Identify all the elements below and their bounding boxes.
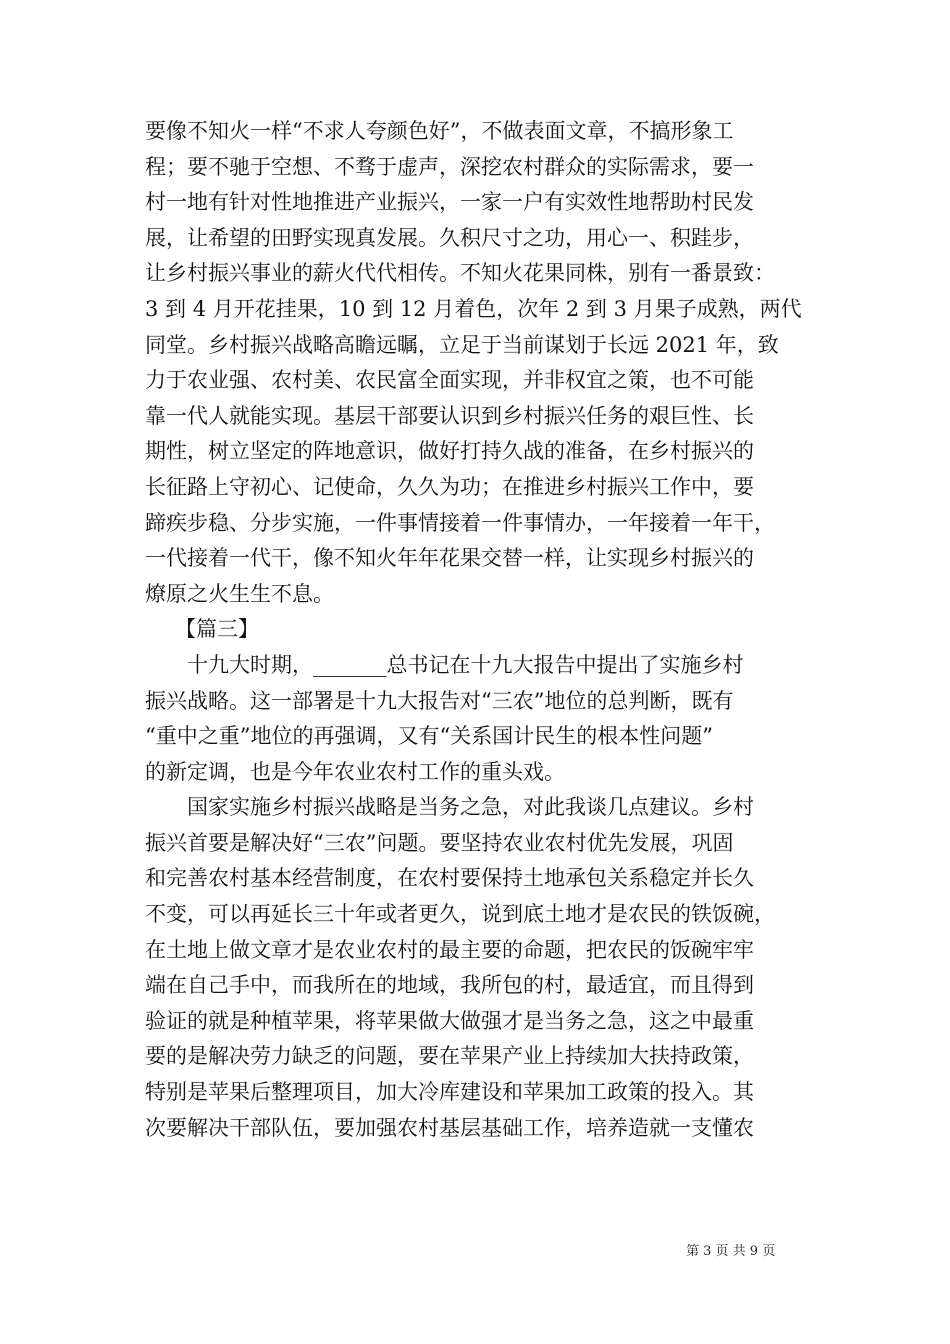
text-line: 的新定调，也是今年农业农村工作的重头戏。 bbox=[145, 759, 565, 784]
text-line: 力于农业强、农村美、农民富全面实现，并非权宜之策，也不可能 bbox=[145, 368, 754, 393]
text-line: 要的是解决劳力缺乏的问题，要在苹果产业上持续加大扶持政策， bbox=[145, 1044, 754, 1069]
text-line: 端在自己手中，而我所在的地域，我所包的村，最适宜，而且得到 bbox=[145, 973, 754, 998]
text-line: 和完善农村基本经营制度，在农村要保持土地承包关系稳定并长久 bbox=[145, 866, 754, 891]
text-line: 蹄疾步稳、分步实施，一件事情接着一件事情办，一年接着一年干， bbox=[145, 510, 775, 535]
text-line: 靠一代人就能实现。基层干部要认识到乡村振兴任务的艰巨性、长 bbox=[145, 403, 754, 428]
text-line: 村一地有针对性地推进产业振兴，一家一户有实效性地帮助村民发 bbox=[145, 190, 754, 215]
text-line: 不变，可以再延长三十年或者更久，说到底土地才是农民的铁饭碗， bbox=[145, 902, 775, 927]
text-line: 程；要不驰于空想、不骛于虚声，深挖农村群众的实际需求，要一 bbox=[145, 154, 754, 179]
page-number: 第 3 页 共 9 页 bbox=[686, 1244, 776, 1259]
text-line: 3 到 4 月开花挂果，10 到 12 月着色，次年 2 到 3 月果子成熟，两代 bbox=[145, 296, 802, 321]
text-line: 一代接着一代干，像不知火年年花果交替一样，让实现乡村振兴的 bbox=[145, 546, 754, 571]
text-line: 振兴首要是解决好“三农”问题。要坚持农业农村优先发展，巩固 bbox=[145, 830, 734, 855]
text-line: 振兴战略。这一部署是十九大报告对“三农”地位的总判断，既有 bbox=[145, 688, 734, 713]
text-line: “重中之重”地位的再强调，又有“关系国计民生的根本性问题” bbox=[145, 724, 713, 749]
text-line: 期性，树立坚定的阵地意识，做好打持久战的准备，在乡村振兴的 bbox=[145, 439, 754, 464]
section-heading: 【篇三】 bbox=[175, 617, 259, 642]
text-line: 长征路上守初心、记使命，久久为功；在推进乡村振兴工作中，要 bbox=[145, 474, 754, 499]
text-line: 验证的就是种植苹果，将苹果做大做强才是当务之急，这之中最重 bbox=[145, 1008, 754, 1033]
text-line: 同堂。乡村振兴战略高瞻远瞩，立足于当前谋划于长远 2021 年，致 bbox=[145, 332, 779, 357]
text-line: 在土地上做文章才是农业农村的最主要的命题，把农民的饭碗牢牢 bbox=[145, 937, 754, 962]
text-line: 燎原之火生生不息。 bbox=[145, 581, 334, 606]
text-line: 要像不知火一样“不求人夸颜色好”，不做表面文章，不搞形象工 bbox=[145, 119, 734, 143]
text-line: 次要解决干部队伍，要加强农村基层基础工作，培养造就一支懂农 bbox=[145, 1115, 754, 1140]
text-line: 国家实施乡村振兴战略是当务之急，对此我谈几点建议。乡村 bbox=[187, 795, 754, 820]
text-line: 展，让希望的田野实现真发展。久积尺寸之功，用心一、积跬步， bbox=[145, 225, 754, 250]
text-line: 特别是苹果后整理项目，加大冷库建设和苹果加工政策的投入。其 bbox=[145, 1080, 754, 1105]
text-line: 让乡村振兴事业的薪火代代相传。不知火花果同株，别有一番景致： bbox=[145, 261, 775, 286]
text-line: 十九大时期，_______总书记在十九大报告中提出了实施乡村 bbox=[187, 652, 744, 677]
body-text bbox=[145, 114, 825, 1146]
